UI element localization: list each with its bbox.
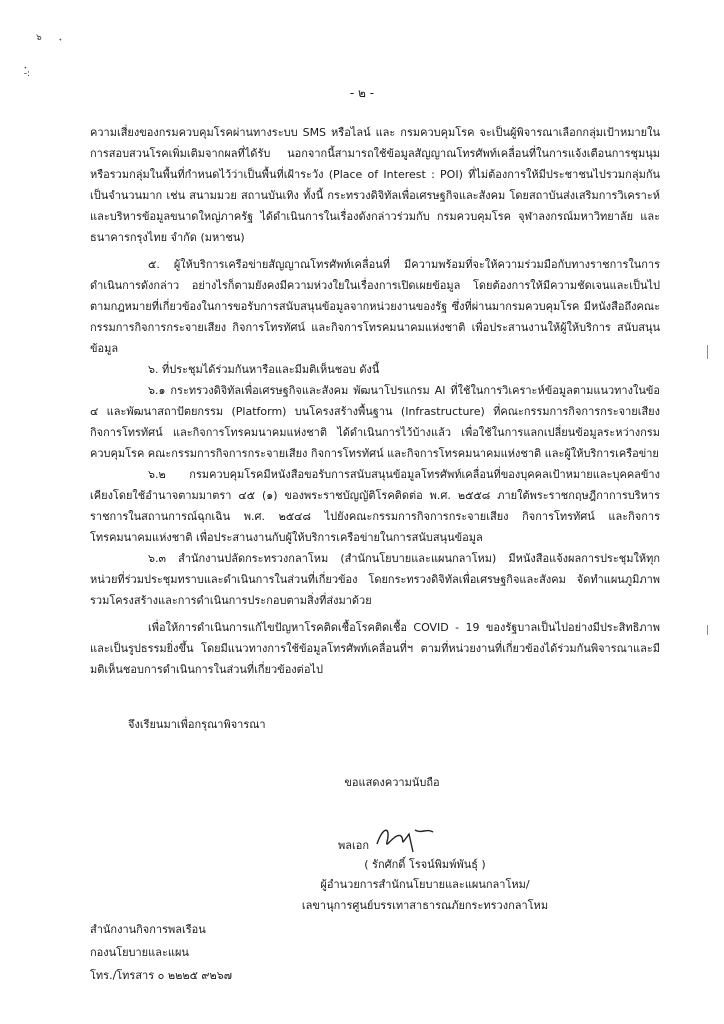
corner-mark: -๋:	[24, 69, 31, 79]
request-line: จึงเรียนมาเพื่อกรุณาพิจารณา	[128, 718, 266, 731]
corner-mark: ๖	[36, 33, 42, 43]
signer-rank: พลเอก	[338, 839, 370, 852]
footer-division: กองนโยบายและแผน	[90, 946, 189, 959]
paragraph-item-6-3: ๖.๓ สำนักงานปลัดกระทรวงกลาโหม (สำนักนโยบายและแผนกลาโหม) มีหนังสือแจ้งผลการประชุมให้ทุกหน่วยที่ร่วมประชุมทราบและดำเนินการในส่วนที่เกี่ยวข้อง โดยกระทรวงดิจิทัลเพื่อเศรษฐกิจและสังคม จัดทำแผนภูมิภาพรวมโครงสร้างและการดำเนินการประกอบตามสิ่งที่ส่งมาด้วย	[90, 552, 660, 607]
footer-phone: โทร./โทรสาร ๐ ๒๒๒๕ ๙๒๖๗	[90, 969, 232, 982]
page-number: - ๒ -	[349, 86, 375, 100]
paragraph-item-6-2: ๖.๒ กรมควบคุมโรคมีหนังสือขอรับการสนับสนุนข้อมูลโทรศัพท์เคลื่อนที่ของบุคคลเป้าหมายและบุคคลข้างเคียงโดยใช้อำนาจตามมาตรา ๔๕ (๑) ของพระราชบัญญัติโรคติดต่อ พ.ศ. ๒๕๕๘ ภายใต้พระราชกฤษฎีกาการบริหารราชการในสถานการณ์ฉุกเฉิน พ.ศ. ๒๕๔๘ ไปยังคณะกรรมการกิจการกระจายเสียง กิจการโทรทัศน์ และกิจการโทรคมนาคมแห่งชาติ เพื่อประสานงานกับผู้ให้บริการเครือข่ายในการสนับสนุนข้อมูล	[90, 468, 660, 544]
signer-name: ( รักศักดิ์ โรจน์พิมพ์พันธุ์ )	[364, 858, 486, 871]
closing-line: ขอแสดงความนับถือ	[344, 776, 440, 789]
margin-mark	[707, 625, 708, 635]
footer-block	[90, 918, 232, 987]
paragraph-item-6: ๖. ที่ประชุมได้ร่วมกันหารือและมีมติเห็นชอบ ดังนี้	[148, 363, 380, 376]
signer-title-line2: เลขานุการศูนย์บรรเทาสาธารณภัยกระทรวงกลาโหม	[301, 899, 549, 912]
paragraph-conclusion: เพื่อให้การดำเนินการแก้ไขปัญหาโรคติดเชื้อโรคติดเชื้อ COVID - 19 ของรัฐบาลเป็นไปอย่างมีประสิทธิภาพ และเป็นรูปธรรมยิ่งขึ้น โดยมีแนวทางการใช้ข้อมูลโทรศัพท์เคลื่อนที่ฯ ตามที่หน่วยงานที่เกี่ยวข้องได้ร่วมกันพิจารณาและมีมติเห็นชอบการดำเนินการในส่วนที่เกี่ยวข้องต่อไป	[90, 621, 660, 676]
signer-title-line1: ผู้อำนวยการสำนักนโยบายและแผนกลาโหม/	[320, 878, 530, 891]
footer-office: สำนักงานกิจการพลเรือน	[90, 923, 206, 936]
paragraph-continuation: ความเสี่ยงของกรมควบคุมโรคผ่านทางระบบ SMS หรือไลน์ และ กรมควบคุมโรค จะเป็นผู้พิจารณาเลือกกลุ่มเป้าหมายในการสอบสวนโรคเพิ่มเติมจากผลที่ได้รับ นอกจากนี้สามารถใช้ข้อมูลสัญญาณโทรศัพท์เคลื่อนที่ในการแจ้งเตือนการชุมนุมหรือรวมกลุ่มในพื้นที่กำหนดไว้ว่าเป็นพื้นที่เฝ้าระวัง (Place of Interest : POI) ที่ไม่ต้องการให้มีประชาชนไปรวมกลุ่มกันเป็นจำนวนมาก เช่น สนามมวย สถานบันเทิง ทั้งนี้ กระทรวงดิจิทัลเพื่อเศรษฐกิจและสังคม โดยสถาบันส่งเสริมการวิเคราะห์และบริหารข้อมูลขนาดใหญ่ภาครัฐ ได้ดำเนินการในเรื่องดังกล่าวร่วมกับ กรมควบคุมโรค จุฬาลงกรณ์มหาวิทยาลัย และธนาคารกรุงไทย จำกัด (มหาชน)	[90, 126, 660, 244]
signature-image	[369, 822, 439, 854]
margin-mark	[707, 345, 708, 359]
paragraph-item-5: ๕. ผู้ให้บริการเครือข่ายสัญญาณโทรศัพท์เคลื่อนที่ มีความพร้อมที่จะให้ความร่วมมือกับทางราชการในการดำเนินการดังกล่าว อย่างไรก็ตามยังคงมีความห่วงใยในเรื่องการเปิดเผยข้อมูล โดยต้องการให้มีความชัดเจนและเป็นไปตามกฎหมายที่เกี่ยวข้องในการขอรับการสนับสนุนข้อมูลจากหน่วยงานของรัฐ ซึ่งที่ผ่านมากรมควบคุมโรค มีหนังสือถึงคณะกรรมการกิจการกระจายเสียง กิจการโทรทัศน์ และกิจการโทรคมนาคมแห่งชาติ เพื่อประสานงานให้ผู้ให้บริการ สนับสนุนข้อมูล	[90, 258, 660, 355]
paragraph-item-6-1: ๖.๑ กระทรวงดิจิทัลเพื่อเศรษฐกิจและสังคม พัฒนาโปรแกรม AI ที่ใช้ในการวิเคราะห์ข้อมูลตามแนวทางในข้อ ๔ และพัฒนาสถาปัตยกรรม (Platform) บนโครงสร้างพื้นฐาน (Infrastructure) ที่คณะกรรมการกิจการกระจายเสียง กิจการโทรทัศน์ และกิจการโทรคมนาคมแห่งชาติ ได้ดำเนินการไว้บ้างแล้ว เพื่อใช้ในการแลกเปลี่ยนข้อมูลระหว่างกรมควบคุมโรค คณะกรรมการกิจการกระจายเสียง กิจการโทรทัศน์ และกิจการโทรคมนาคมแห่งชาติ และผู้ให้บริการเครือข่าย	[90, 384, 660, 460]
letter-body	[90, 122, 660, 680]
